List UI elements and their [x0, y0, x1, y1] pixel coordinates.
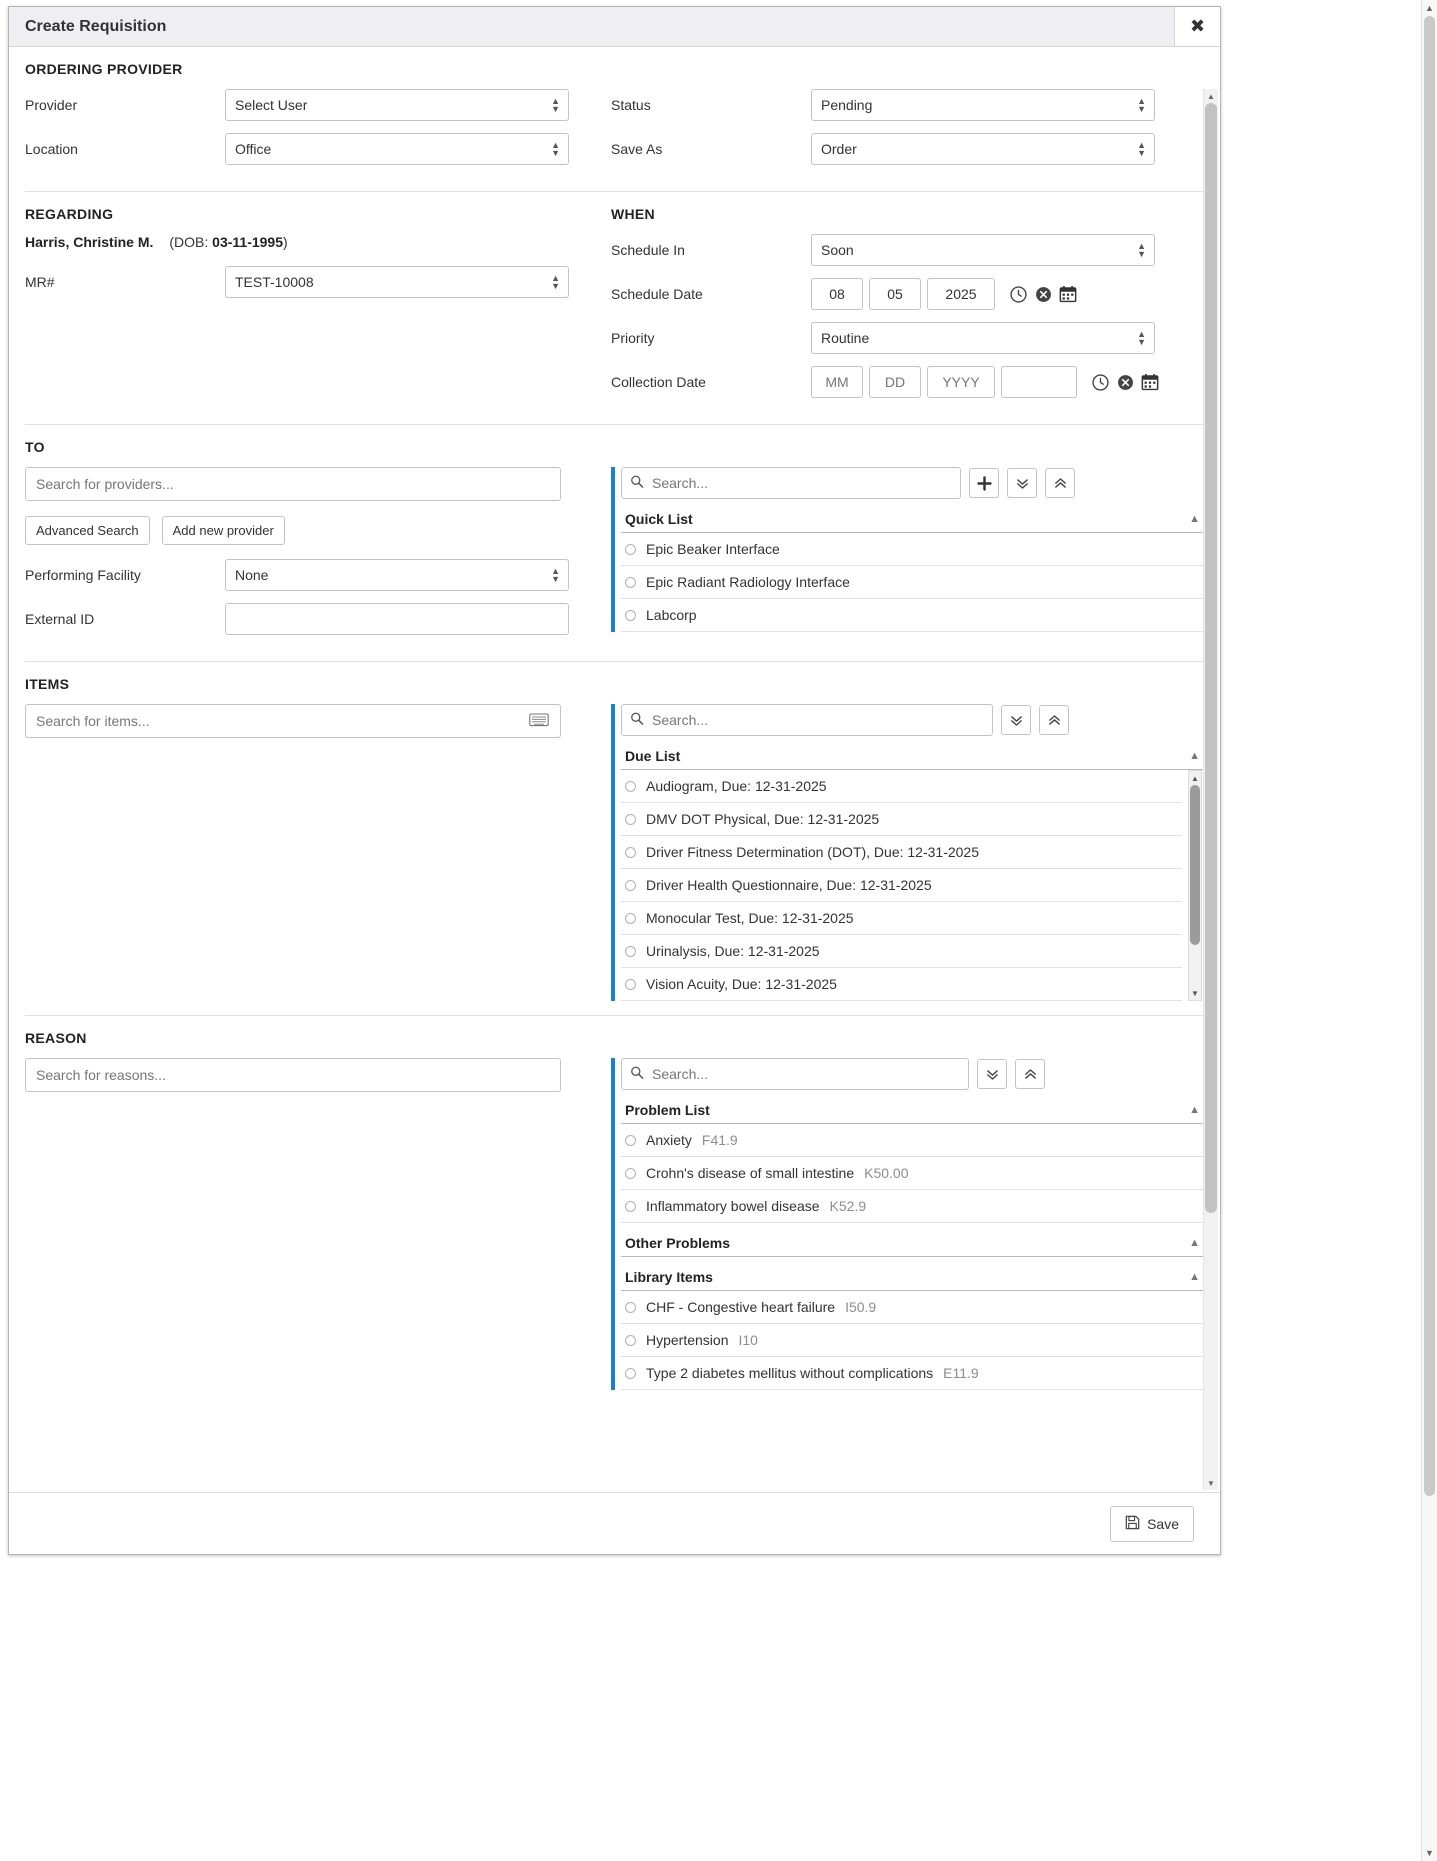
search-icon [630, 475, 644, 492]
priority-select[interactable]: Routine [811, 322, 1155, 354]
list-item-label: Monocular Test, Due: 12-31-2025 [646, 910, 854, 926]
list-item-code: I10 [738, 1332, 758, 1348]
list-item[interactable] [621, 803, 1182, 836]
chevron-updown-icon: ▲ ▼ [551, 566, 560, 584]
list-item-label: Anxiety [646, 1132, 692, 1148]
section-title-items: ITEMS [25, 676, 70, 692]
calendar-icon[interactable] [1141, 373, 1159, 391]
section-to [25, 425, 1204, 662]
collection-date-group [811, 366, 1159, 398]
save-as-select[interactable]: Order [811, 133, 1155, 165]
to-quick-list-panel [611, 467, 1204, 632]
list-item-label: Driver Health Questionnaire, Due: 12-31-2025 [646, 877, 932, 893]
problem-list-items [621, 1124, 1204, 1223]
provider-search-input[interactable] [25, 467, 561, 501]
patient-dob [169, 234, 287, 250]
list-item-label: DMV DOT Physical, Due: 12-31-2025 [646, 811, 880, 827]
save-icon [1125, 1515, 1140, 1533]
search-icon [630, 1066, 644, 1083]
dob-suffix: ) [283, 234, 288, 250]
radio-icon[interactable] [625, 913, 636, 924]
scrollbar-thumb[interactable] [1205, 103, 1217, 1213]
items-search-input[interactable] [25, 704, 561, 738]
advanced-search-button[interactable]: Advanced Search [25, 516, 150, 545]
items-due-list-panel [611, 704, 1204, 1001]
schedule-in-select-wrap [811, 234, 1155, 266]
field-external-id [25, 603, 607, 635]
status-select[interactable]: Pending [811, 89, 1155, 121]
expand-all-icon[interactable] [977, 1059, 1007, 1089]
list-item[interactable] [621, 566, 1204, 599]
list-item-code: K52.9 [829, 1198, 867, 1214]
schedule-in-label: Schedule In [611, 242, 685, 258]
save-button[interactable] [1110, 1506, 1194, 1542]
performing-facility-select-wrap [225, 559, 569, 591]
list-item[interactable] [621, 1324, 1204, 1357]
list-item[interactable] [621, 1157, 1204, 1190]
page-scroll-down-icon[interactable]: ▼ [1425, 1848, 1434, 1858]
collapse-all-icon[interactable] [1045, 468, 1075, 498]
collapse-all-icon[interactable] [1039, 705, 1069, 735]
list-item[interactable] [621, 902, 1182, 935]
field-schedule-in [611, 234, 1204, 266]
mr-label: MR# [25, 274, 55, 290]
chevron-up-icon: ▲ [1189, 513, 1200, 525]
patient-summary [25, 234, 607, 250]
radio-icon[interactable] [625, 1135, 636, 1146]
create-requisition-modal [8, 6, 1221, 1555]
list-item-code: I50.9 [845, 1299, 877, 1315]
location-select[interactable]: Office [225, 133, 569, 165]
chevron-updown-icon: ▲ ▼ [1137, 96, 1146, 114]
library-items-list [621, 1291, 1204, 1390]
add-new-provider-button[interactable]: Add new provider [162, 516, 285, 545]
radio-icon[interactable] [625, 544, 636, 555]
section-title-regarding: REGARDING [25, 206, 114, 222]
section-title-ordering-provider: ORDERING PROVIDER [25, 61, 183, 77]
list-item-label: Vision Acuity, Due: 12-31-2025 [646, 976, 837, 992]
chevron-up-icon: ▲ [1189, 1271, 1200, 1283]
items-panel-search-input[interactable] [621, 704, 993, 736]
radio-icon[interactable] [625, 1201, 636, 1212]
scroll-up-icon[interactable]: ▲ [1207, 91, 1215, 101]
list-item-label: Driver Fitness Determination (DOT), Due: 12-31-2025 [646, 844, 980, 860]
field-schedule-date [611, 278, 1204, 310]
dob-prefix: (DOB: [169, 234, 209, 250]
due-list-label: Due List [625, 748, 681, 764]
to-panel-search-input[interactable] [621, 467, 961, 499]
external-id-label: External ID [25, 611, 95, 627]
schedule-in-select[interactable]: Soon [811, 234, 1155, 266]
radio-icon[interactable] [625, 781, 636, 792]
field-provider [25, 89, 607, 121]
calendar-icon[interactable] [1059, 285, 1077, 303]
section-items [25, 662, 1204, 1016]
location-select-wrap [225, 133, 569, 165]
status-select-wrap [811, 89, 1155, 121]
modal-scroll-area [9, 47, 1220, 1492]
list-item-label: Type 2 diabetes mellitus without complications [646, 1365, 934, 1381]
radio-icon[interactable] [625, 1168, 636, 1179]
list-item[interactable] [621, 1190, 1204, 1223]
list-item-label: CHF - Congestive heart failure [646, 1299, 836, 1315]
library-items-label: Library Items [625, 1269, 713, 1285]
save-as-label: Save As [611, 141, 663, 157]
schedule-date-icons [1009, 285, 1077, 303]
schedule-date-group [811, 278, 1077, 310]
section-regarding-when [25, 192, 1204, 425]
radio-icon[interactable] [625, 1335, 636, 1346]
save-button-label: Save [1147, 1515, 1179, 1532]
due-list-scrollbar[interactable] [1188, 770, 1202, 1001]
radio-icon[interactable] [625, 577, 636, 588]
page-scrollbar-thumb[interactable] [1424, 16, 1435, 1496]
items-panel-search [621, 704, 993, 736]
schedule-date-year-input[interactable] [927, 278, 995, 310]
collection-date-month-input[interactable] [811, 366, 863, 398]
chevron-updown-icon: ▲ ▼ [1137, 241, 1146, 259]
clock-icon[interactable] [1009, 285, 1027, 303]
list-item-label: Epic Radiant Radiology Interface [646, 574, 850, 590]
due-list-items [621, 770, 1204, 1001]
quick-list-label: Quick List [625, 511, 693, 527]
scrollbar-thumb[interactable] [1190, 785, 1200, 945]
field-collection-date [611, 366, 1204, 398]
collection-date-year-input[interactable] [927, 366, 995, 398]
clear-icon[interactable] [1034, 285, 1052, 303]
field-location [25, 133, 607, 165]
items-panel-header [621, 704, 1204, 736]
patient-name: Harris, Christine M. [25, 234, 154, 250]
expand-all-icon[interactable] [1007, 468, 1037, 498]
to-panel-search [621, 467, 961, 499]
list-item-label: Inflammatory bowel disease [646, 1198, 820, 1214]
radio-icon[interactable] [625, 946, 636, 957]
list-item[interactable] [621, 869, 1182, 902]
to-buttons [25, 516, 607, 545]
list-item[interactable] [621, 533, 1204, 566]
keyboard-icon[interactable] [529, 712, 549, 731]
list-item[interactable] [621, 1291, 1204, 1324]
quick-list-items [621, 533, 1204, 632]
reason-panel-header [621, 1058, 1204, 1090]
reason-search-input[interactable] [25, 1058, 561, 1092]
modal-footer [9, 1492, 1220, 1554]
save-as-select-wrap [811, 133, 1155, 165]
reason-panel [611, 1058, 1204, 1390]
performing-facility-select[interactable]: None [225, 559, 569, 591]
list-item-label: Epic Beaker Interface [646, 541, 780, 557]
collection-date-day-input[interactable] [869, 366, 921, 398]
reason-panel-search-input[interactable] [621, 1058, 969, 1090]
collection-time-input[interactable] [1001, 366, 1077, 398]
schedule-date-label: Schedule Date [611, 286, 703, 302]
performing-facility-label: Performing Facility [25, 567, 141, 583]
page-scrollbar[interactable] [1421, 0, 1437, 1861]
provider-select[interactable]: Select User [225, 89, 569, 121]
section-title-when: WHEN [611, 206, 655, 222]
search-icon [630, 712, 644, 729]
chevron-updown-icon: ▲ ▼ [551, 140, 560, 158]
scroll-down-icon[interactable]: ▼ [1207, 1478, 1215, 1488]
status-label: Status [611, 97, 651, 113]
list-item-label: Audiogram, Due: 12-31-2025 [646, 778, 827, 794]
schedule-date-day-input[interactable] [869, 278, 921, 310]
chevron-updown-icon: ▲ ▼ [1137, 140, 1146, 158]
field-mr-number [25, 266, 607, 298]
due-list-group-header[interactable] [621, 744, 1204, 770]
clock-icon[interactable] [1091, 373, 1109, 391]
list-item[interactable] [621, 935, 1182, 968]
other-problems-group-header[interactable] [621, 1231, 1204, 1257]
radio-icon[interactable] [625, 979, 636, 990]
page-scroll-up-icon[interactable]: ▲ [1425, 3, 1434, 13]
problem-list-group-header[interactable] [621, 1098, 1204, 1124]
list-item-code: E11.9 [943, 1365, 979, 1381]
modal-body [9, 47, 1220, 1492]
external-id-input[interactable] [225, 603, 569, 635]
field-performing-facility [25, 559, 607, 591]
radio-icon[interactable] [625, 814, 636, 825]
chevron-up-icon: ▲ [1189, 1237, 1200, 1249]
close-icon[interactable]: ✖ [1174, 7, 1220, 46]
scroll-up-icon[interactable]: ▲ [1191, 773, 1199, 783]
list-item[interactable] [621, 836, 1182, 869]
radio-icon[interactable] [625, 610, 636, 621]
list-item[interactable] [621, 599, 1204, 632]
scroll-down-icon[interactable]: ▼ [1191, 988, 1199, 998]
chevron-updown-icon: ▲ ▼ [551, 273, 560, 291]
problem-list-label: Problem List [625, 1102, 710, 1118]
field-status [611, 89, 1204, 121]
chevron-updown-icon: ▲ ▼ [1137, 329, 1146, 347]
section-reason [25, 1016, 1204, 1404]
radio-icon[interactable] [625, 880, 636, 891]
list-item-label: Hypertension [646, 1332, 729, 1348]
chevron-up-icon: ▲ [1189, 750, 1200, 762]
chevron-updown-icon: ▲ ▼ [551, 96, 560, 114]
priority-label: Priority [611, 330, 655, 346]
list-item-code: K50.00 [864, 1165, 909, 1181]
mr-select-wrap [225, 266, 569, 298]
collection-date-icons [1091, 373, 1159, 391]
clear-icon[interactable] [1116, 373, 1134, 391]
radio-icon[interactable] [625, 1302, 636, 1313]
reason-panel-search [621, 1058, 969, 1090]
list-item-label: Labcorp [646, 607, 697, 623]
collection-date-label: Collection Date [611, 374, 706, 390]
dob-value: 03-11-1995 [212, 234, 283, 250]
section-ordering-provider [25, 47, 1204, 192]
modal-title: Create Requisition [25, 17, 167, 35]
provider-label: Provider [25, 97, 78, 113]
to-panel-header [621, 467, 1204, 499]
priority-select-wrap [811, 322, 1155, 354]
quick-list-group-header[interactable] [621, 507, 1204, 533]
modal-scrollbar[interactable] [1203, 89, 1218, 1490]
list-item[interactable] [621, 1357, 1204, 1390]
list-item-code: F41.9 [701, 1132, 738, 1148]
field-save-as [611, 133, 1204, 165]
section-title-to: TO [25, 439, 45, 455]
expand-all-icon[interactable] [1001, 705, 1031, 735]
other-problems-label: Other Problems [625, 1235, 731, 1251]
modal-header [9, 7, 1220, 47]
mr-select[interactable]: TEST-10008 [225, 266, 569, 298]
add-icon[interactable] [969, 468, 999, 498]
schedule-date-month-input[interactable] [811, 278, 863, 310]
chevron-up-icon: ▲ [1189, 1104, 1200, 1116]
list-item-label: Urinalysis, Due: 12-31-2025 [646, 943, 820, 959]
radio-icon[interactable] [625, 847, 636, 858]
list-item[interactable] [621, 1124, 1204, 1157]
list-item[interactable] [621, 770, 1182, 803]
section-title-reason: REASON [25, 1030, 87, 1046]
location-label: Location [25, 141, 78, 157]
list-item[interactable] [621, 968, 1182, 1001]
collapse-all-icon[interactable] [1015, 1059, 1045, 1089]
field-priority [611, 322, 1204, 354]
library-items-group-header[interactable] [621, 1265, 1204, 1291]
list-item-label: Crohn's disease of small intestine [646, 1165, 855, 1181]
provider-select-wrap [225, 89, 569, 121]
radio-icon[interactable] [625, 1368, 636, 1379]
